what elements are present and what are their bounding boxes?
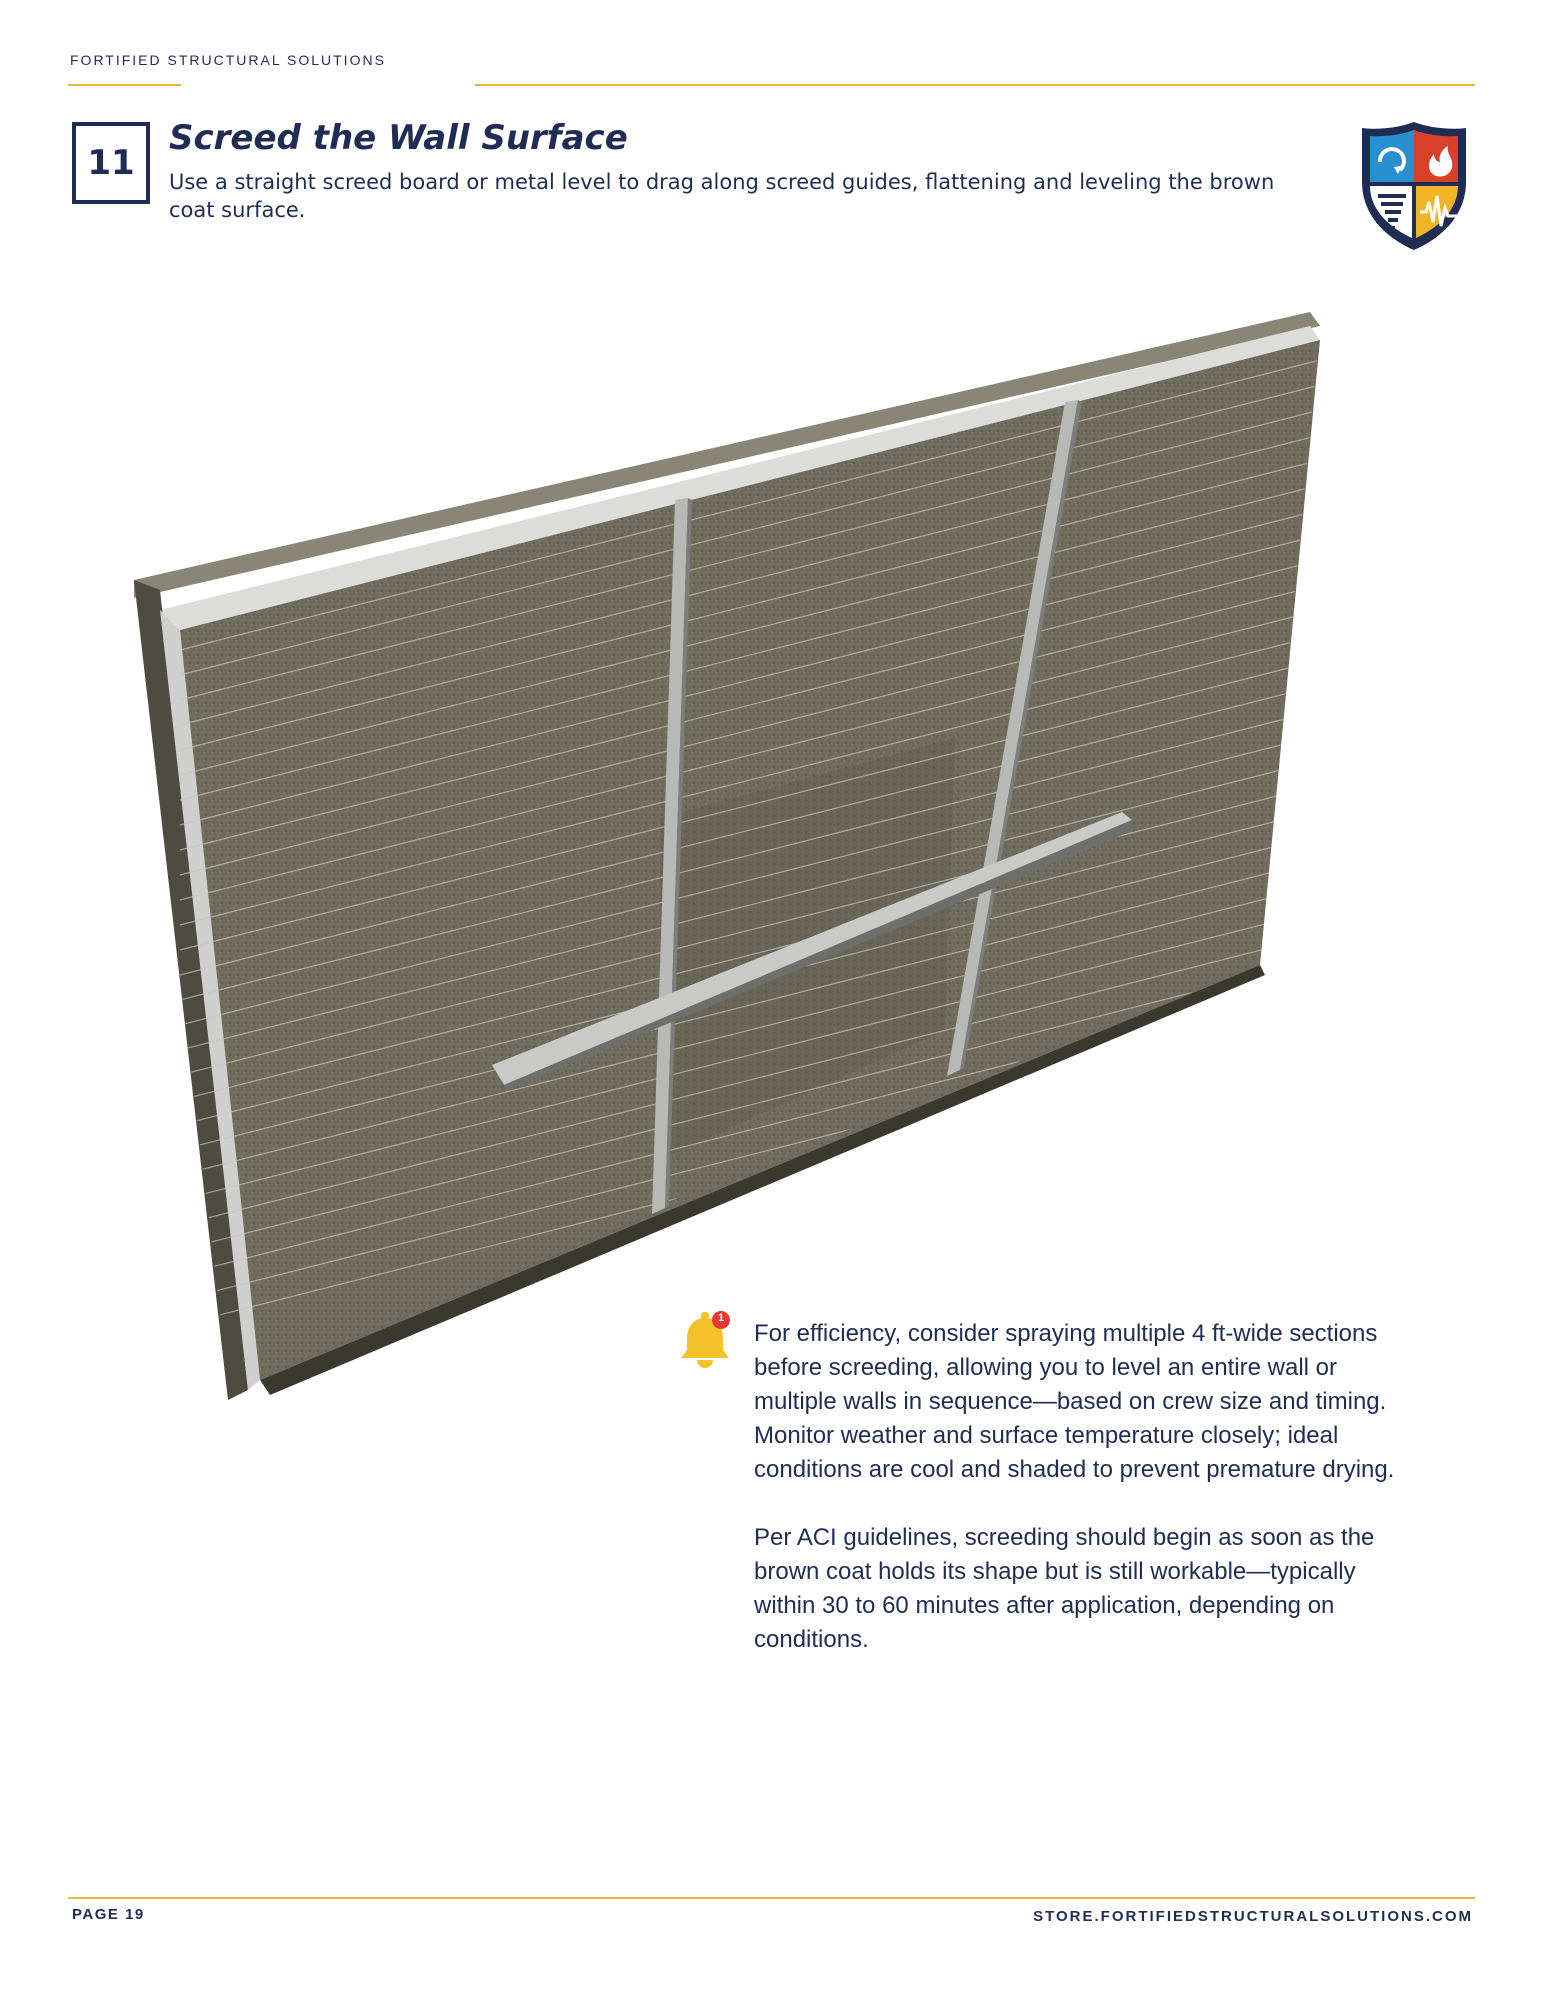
footer-divider: [68, 1897, 1475, 1899]
tip-callout: [754, 1317, 1414, 1691]
step-number-box: [72, 122, 150, 204]
step-title: Screed the Wall Surface: [169, 118, 628, 158]
tip-paragraph: For efficiency, consider spraying multiple 4 ft-wide sections before screeding, allowing you to level an entire wall or multiple walls in sequence—based on crew size and timing. Monitor weather and surface temperature closely; ideal conditions are cool and shaded to prevent premature drying.: [754, 1320, 1395, 1483]
tip-paragraph: Per ACI guidelines, screeding should begin as soon as the brown coat holds its shape but is still workable—typically within 30 to 60 minutes after application, depending on conditions.: [754, 1524, 1375, 1653]
notification-badge: 1: [717, 1312, 725, 1324]
page-number: PAGE 19: [72, 1906, 145, 1923]
step-description: Use a straight screed board or metal level to drag along screed guides, flattening and leveling the brown coat surface.: [169, 170, 1275, 222]
wall-screed-illustration: [120, 290, 1370, 1420]
brand-name: FORTIFIED STRUCTURAL SOLUTIONS: [70, 52, 386, 68]
header-divider-long: [475, 84, 1475, 86]
shield-logo-icon: [1358, 120, 1470, 252]
footer-website-link[interactable]: STORE.FORTIFIEDSTRUCTURALSOLUTIONS.COM: [1033, 1908, 1473, 1925]
header-divider-short: [68, 84, 181, 86]
step-number: 11: [87, 143, 135, 183]
